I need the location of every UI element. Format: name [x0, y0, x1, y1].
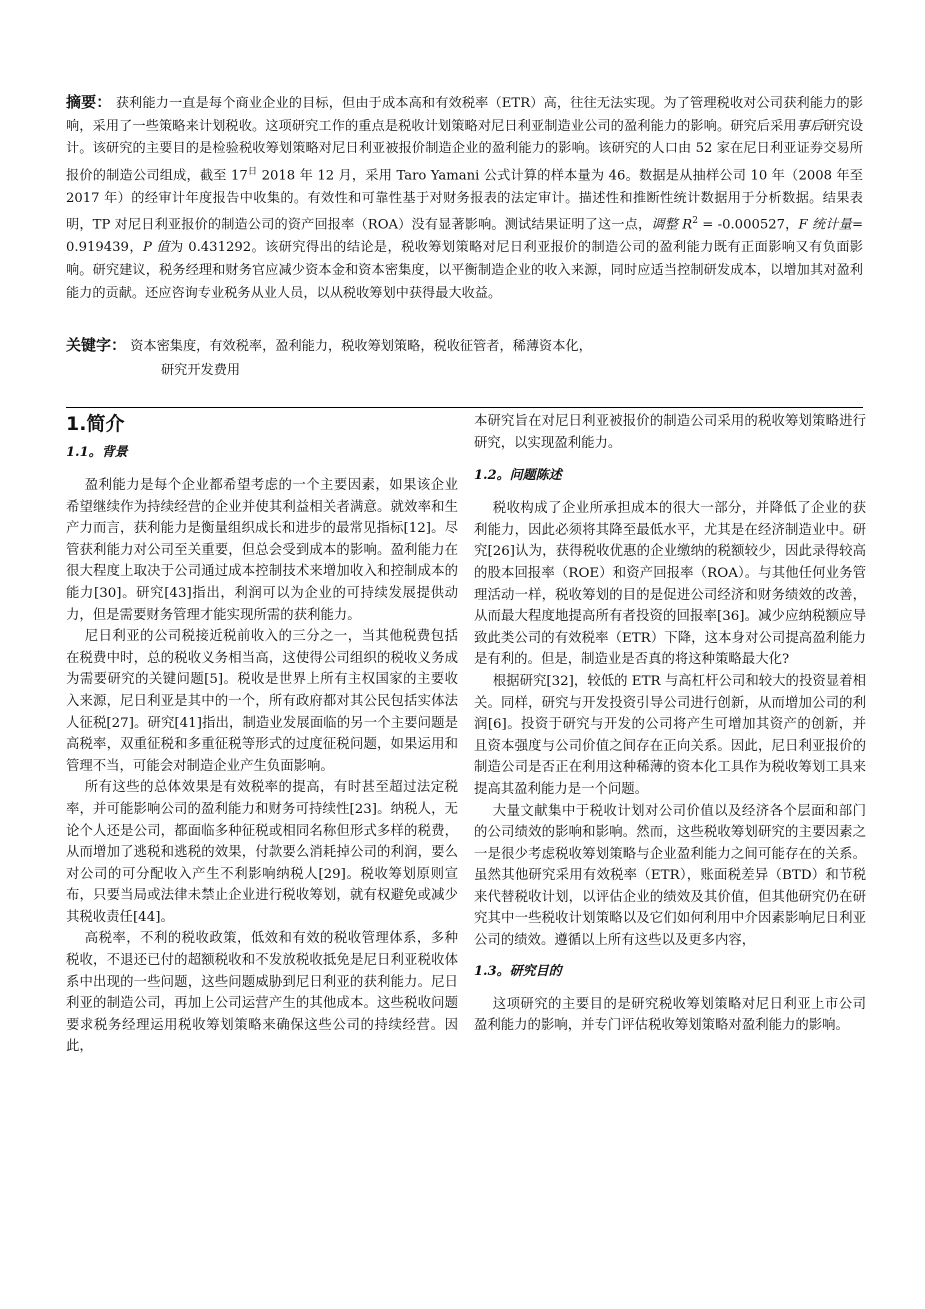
subsection-heading-problem: 1.2。问题陈述: [474, 468, 562, 484]
paragraph: 这项研究的主要目的是研究税收筹划策略对尼日利亚上市公司盈利能力的影响，并专门评估税收筹划策略对盈利能力的影响。: [474, 996, 866, 1034]
paragraph: 高税率，不利的税收政策，低效和有效的税收管理体系，多种税收，不退还已付的超额税收和不发放税收抵免是尼日利亚税收体系中出现的一些问题，这些问题威胁到尼日利亚的获利能力。尼日利亚的制造公司，再加上公司运营产生的其他成本。这些税收问题要求税务经理运用税收筹划策略来确保这些公司的持续经营。因此，: [66, 931, 458, 1055]
paragraph: 盈利能力是每个企业都希望考虑的一个主要因素，如果该企业希望继续作为持续经营的企业并使其利益相关者满意。就效率和生产力而言，获利能力是衡量组织成长和进步的最常见指标[12]。尽管获利能力对公司至关重要，但总会受到成本的影响。盈利能力在很大程度上取决于公司通过成本控制技术来增加收入和控制成本的能力[30]。研究[43]指出，利润可以为企业的可持续发展提供动力，但是需要财务管理才能实现所需的获利能力。: [66, 478, 458, 623]
paragraph: 税收构成了企业所承担成本的很大一部分，并降低了企业的获利能力，因此必须将其降至最低水平，尤其是在经济制造业中。研究[26]认为，获得税收优惠的企业缴纳的税额较少，因此录得较高的股本回报率（ROE）和资产回报率（ROA）。与其他任何业务管理活动一样，税收筹划的目的是促进公司经济和财务绩效的改善，从而最大程度地提高所有者投资的回报率[36]。减少应纳税额应导致此类公司的有效税率（ETR）下降，这本身对公司提高盈利能力是有利的。但是，制造业是否真的将这种策略最大化?: [474, 501, 866, 668]
abstract-italic-3: F 统计量: [798, 217, 852, 233]
abstract: [66, 91, 863, 305]
abstract-italic-2: 调整 R: [651, 217, 693, 233]
keywords: [66, 333, 863, 383]
abstract-text-4: = -0.000527，: [697, 217, 799, 233]
subsection-heading-background: 1.1。背景: [66, 445, 128, 460]
abstract-text-3: 2018 年 12 月，采用 Taro Yamani 公式计算的样本量为 46。数据是从抽样公司 10 年（2008 年至 2017 年）的经审计年度报告中收集的。有效性和可靠性基于对财务报表的法定审计。描述性和推断性统计数据用于分析数据。结果表明，TP 对尼日利亚报价的制造公司的资产回报率（ROA）没有显著影响。测试结果证明了这一点，: [66, 168, 863, 233]
left-column: [66, 411, 458, 1058]
paragraph: 大量文献集中于税收计划对公司价值以及经济各个层面和部门的公司绩效的影响和影响。然而，这些税收筹划研究的主要因素之一是很少考虑税收筹划策略与企业盈利能力之间可能存在的关系。虽然其他研究采用有效税率（ETR），账面税差异（BTD）和节税来代替税收计划，以评估企业的绩效及其价值，但其他研究仍在研究其中一些税收计划策略以及它们如何利用中介因素影响尼日利亚公司的绩效。遵循以上所有这些以及更多内容，: [474, 803, 866, 949]
section-heading-intro: 1.简介: [66, 413, 125, 435]
abstract-sup-2: 2: [692, 216, 698, 227]
abstract-text-1: 获利能力一直是每个商业企业的目标，但由于成本高和有效税率（ETR）高，往往无法实现。为了管理税收对公司获利能力的影响，采用了一些策略来计划税收。这项研究工作的重点是税收计划策略对尼日利亚制造业公司的盈利能力的影响。研究后采用: [66, 96, 863, 134]
paragraph: 本研究旨在对尼日利亚被报价的制造公司采用的税收筹划策略进行研究，以实现盈利能力。: [474, 414, 866, 451]
abstract-text-6: 为 0.431292。该研究得出的结论是，税收筹划策略对尼日利亚报价的制造公司的盈利能力既有正面影响又有负面影响。研究建议，税务经理和财务官应减少资本金和资本密集度，以平衡制造企业的收入来源，同时应适当控制研发成本，以增加其对盈利能力的贡献。还应咨询专业税务从业人员，以从税收筹划中获得最大收益。: [66, 240, 863, 301]
keywords-label: 关键字：: [66, 336, 127, 354]
abstract-sup-1: 日: [247, 166, 258, 177]
keywords-line-1: 资本密集度，有效税率，盈利能力，税收筹划策略，税收征管者，稀薄资本化，: [130, 339, 592, 354]
paragraph: 所有这些的总体效果是有效税率的提高，有时甚至超过法定税率，并可能影响公司的盈利能力和财务可持续性[23]。纳税人，无论个人还是公司，都面临多种征税或相同名称但形式多样的税费，从而增加了逃税和逃税的效果，付款要么消耗掉公司的利润，要么对公司的可分配收入产生不利影响纳税人[29]。税收筹划原则宣布，只要当局或法律未禁止企业进行税收筹划，就有权避免或减少其税收责任[44]。: [66, 780, 458, 925]
abstract-text-5: = 0.919439，: [66, 217, 863, 256]
abstract-label: 摘要：: [66, 93, 112, 111]
section-divider: [66, 407, 863, 408]
abstract-italic-4: P 值: [142, 240, 171, 256]
paragraph: 尼日利亚的公司税接近税前收入的三分之一，当其他税费包括在税费中时，总的税收义务相当高，这使得公司组织的税收义务成为需要研究的关键问题[5]。税收是世界上所有主权国家的主要收入来源，尼日利亚是其中的一个，所有政府都对其公民包括实体法人征税[27]。研究[41]指出，制造业发展面临的另一个主要问题是高税率，双重征税和多重征税等形式的过度征税问题，如果运用和管理不当，可能会对制造企业产生负面影响。: [66, 629, 458, 774]
right-column: [474, 411, 866, 1037]
abstract-text-2: 研究设计。该研究的主要目的是检验税收筹划策略对尼日利亚被报价制造企业的盈利能力的影响。该研究的人口由 52 家在尼日利亚证券交易所报价的制造公司组成，截至 17: [66, 118, 864, 184]
keywords-line-2: 研究开发费用: [161, 363, 241, 378]
subsection-heading-objectives: 1.3。研究目的: [474, 963, 562, 979]
abstract-italic-1: 事后: [796, 118, 824, 134]
paragraph: 根据研究[32]，较低的 ETR 与高杠杆公司和较大的投资显着相关。同样，研究与开发投资引导公司进行创新，从而增加公司的利润[6]。投资于研究与开发的公司将产生可增加其资产的创新，并且资本强度与公司价值之间存在正向关系。因此，尼日利亚报价的制造公司是否正在利用这种稀薄的资本化工具作为税收筹划工具来提高其盈利能力是一个问题。: [474, 673, 866, 797]
